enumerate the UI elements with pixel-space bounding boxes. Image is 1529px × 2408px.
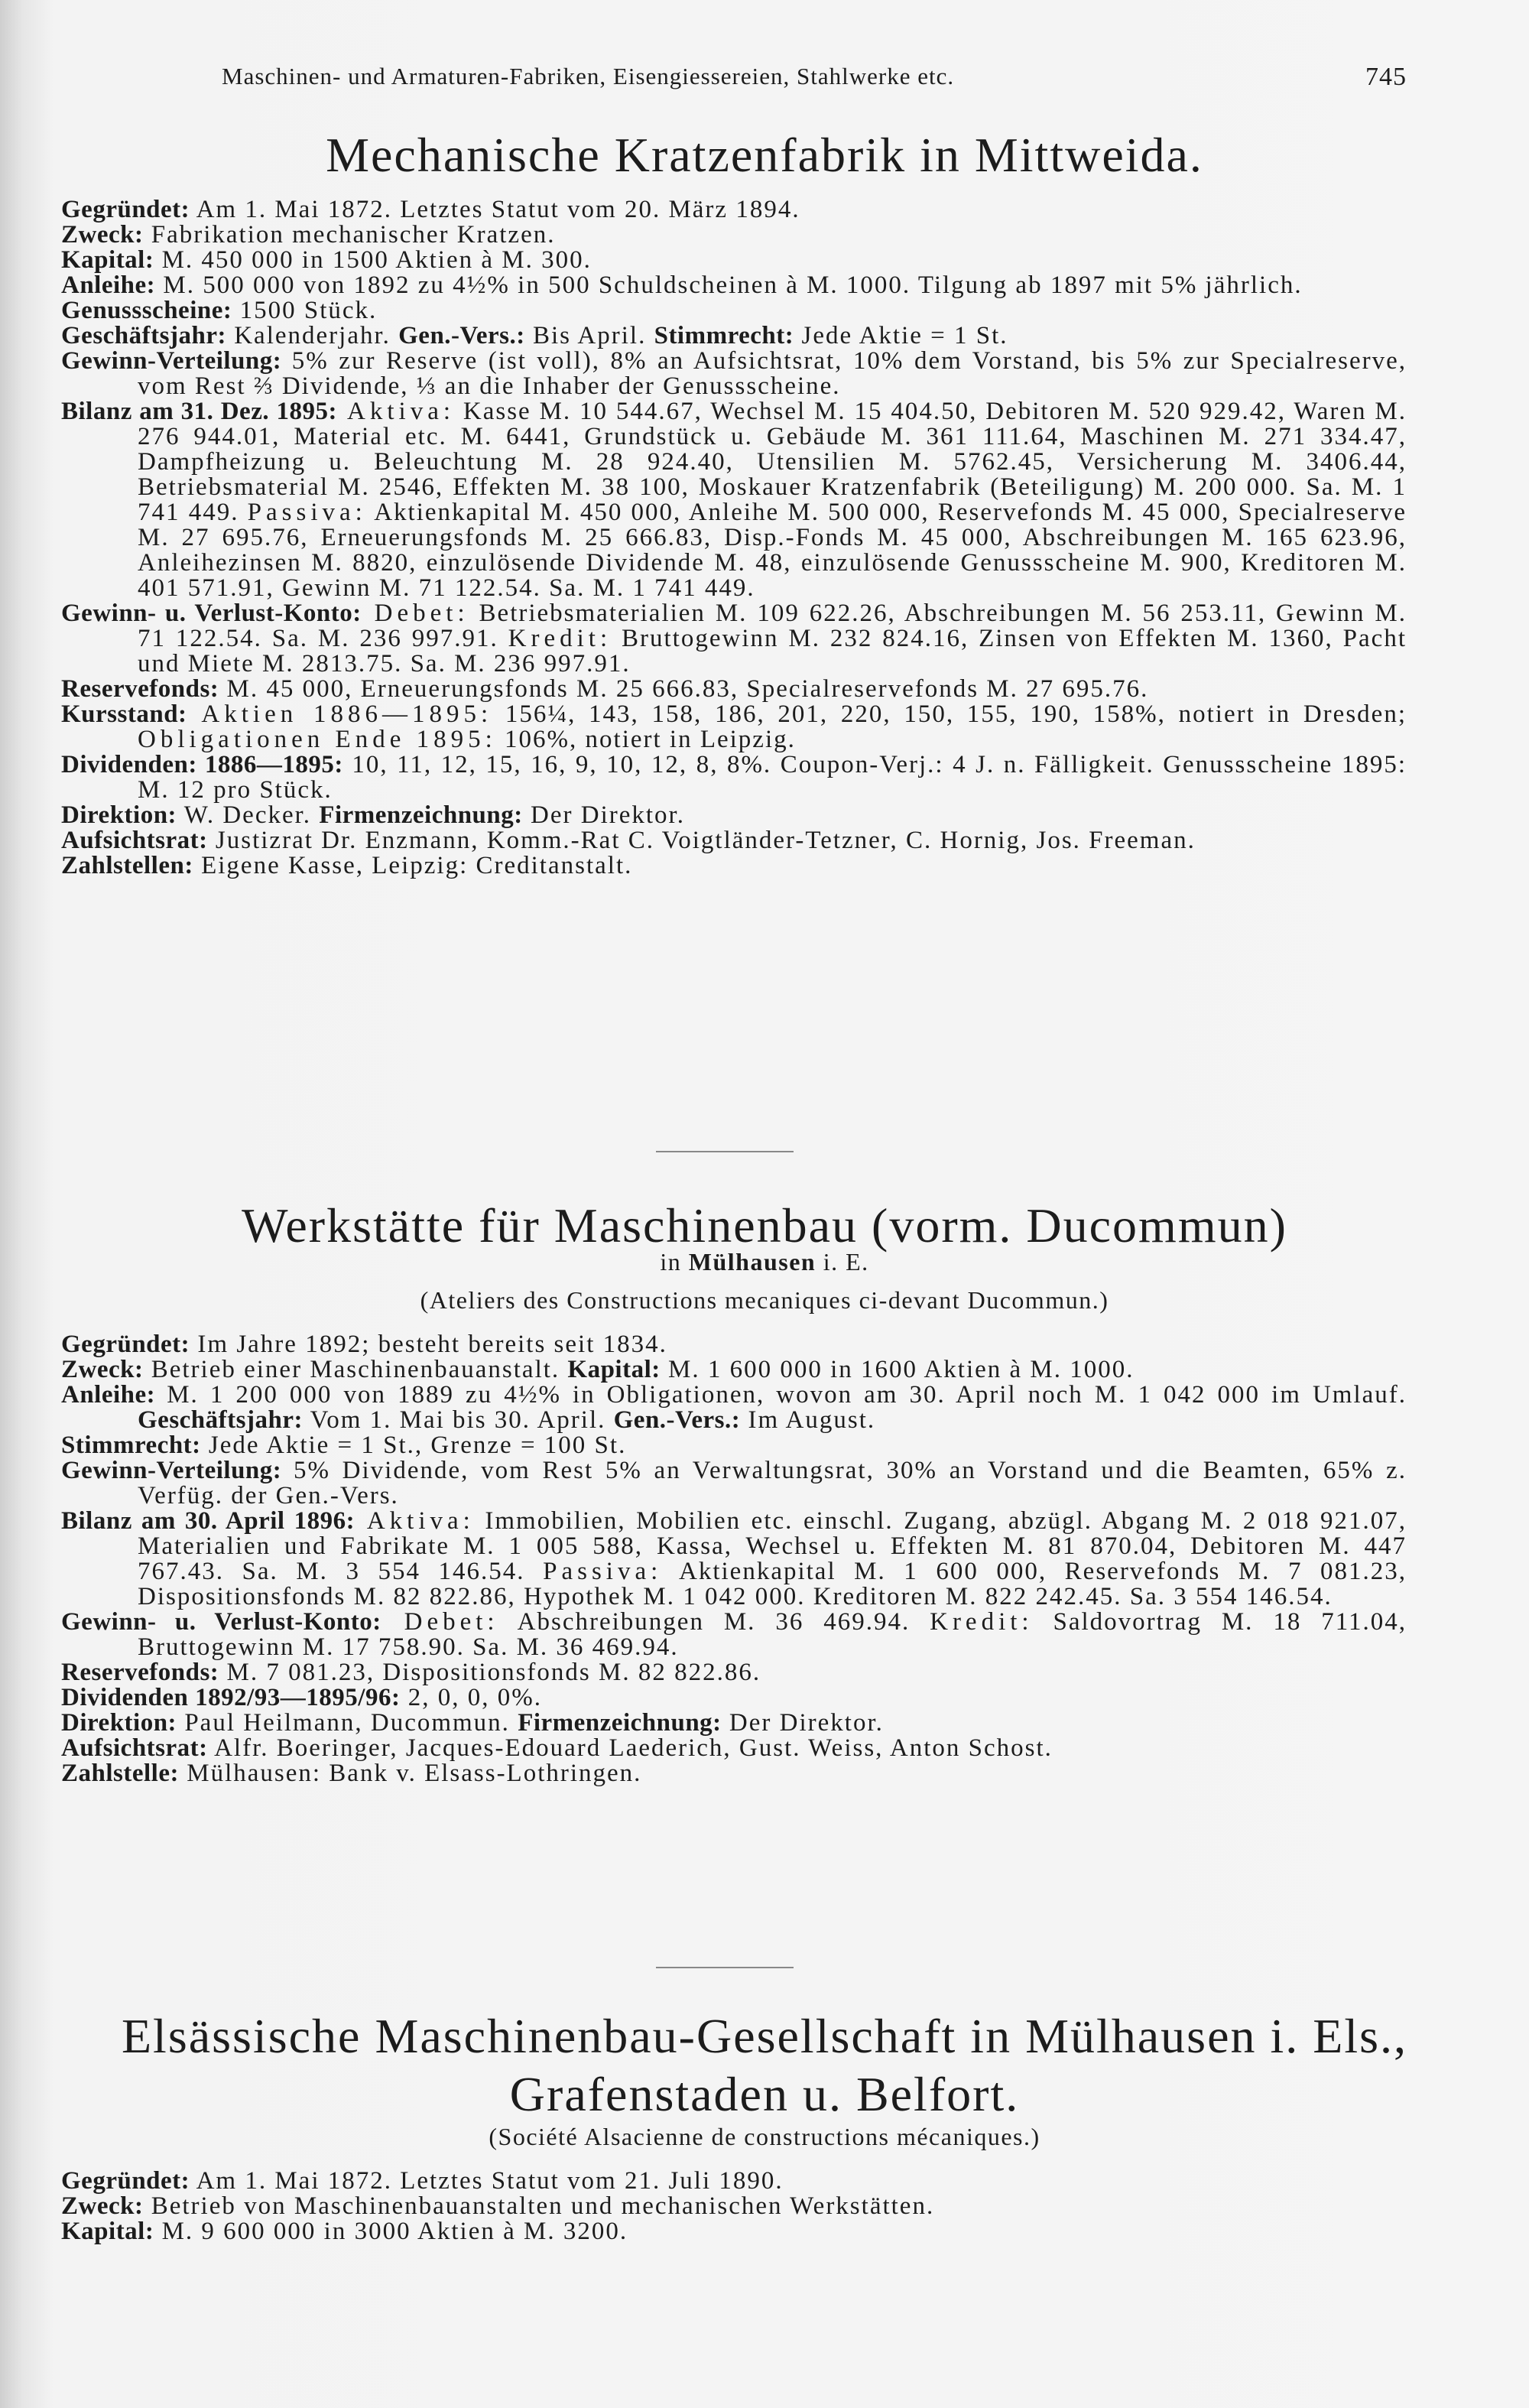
entry: [61, 601, 1407, 677]
entry-label: Gewinn- u. Verlust-Konto:: [61, 600, 362, 627]
entry-label: Dividenden 1892/93—1895/96:: [61, 1684, 401, 1711]
entry-label: Kapital:: [567, 1356, 661, 1383]
entry: [61, 677, 1407, 702]
entry-label: Zweck:: [61, 221, 144, 249]
entry-text: Kasse M. 10 544.67, Wechsel M. 15 404.50, Debitoren M. 520 929.42, Waren M. 276 944.01, Material etc. M. 6441, Grundstück u. Gebäude M. 361 111.64, Maschinen M. 271 334.47, Dampfheizung u. Beleuchtung M. 28 924.40, Utensilien M. 5762.45, Versicherung M. 3406.44, Betriebsmaterial M. 2546, Effekten M. 38 100, Moskauer Kratzenfabrik (Beteiligung) M. 200 000. Sa. M. 1 741 449.: [138, 398, 1407, 526]
entry-text: Mülhausen: Bank v. Elsass-Lothringen.: [178, 1760, 642, 1787]
entry-text: Fabrikation mechanischer Kratzen.: [143, 221, 556, 249]
entry-text: M. 1 600 000 in 1600 Aktien à M. 1000.: [660, 1356, 1135, 1383]
entry-text: Aktienkapital M. 1 600 000, Reservefonds M. 7 081.23, Dispositionsfonds M. 82 822.86, Hypothek M. 1 042 000. Kreditoren M. 822 242.45. Sa. 3 554 146.54.: [138, 1558, 1407, 1610]
entry: [61, 223, 1407, 248]
entry-label: Bilanz am 31. Dez. 1895:: [61, 398, 337, 425]
entry-label: Dividenden: 1886—1895:: [61, 751, 343, 778]
entry: [61, 273, 1407, 298]
entry-label: Zahlstelle:: [61, 1760, 179, 1787]
entry-text: Kalenderjahr.: [226, 322, 399, 349]
entry-spaced-label: Aktien 1886—1895:: [187, 700, 493, 728]
entry-text: M. 500 000 von 1892 zu 4½% in 500 Schuldscheinen à M. 1000. Tilgung ab 1897 mit 5% jährlich.: [155, 271, 1303, 299]
entry-text: 5% zur Reserve (ist voll), 8% an Aufsichtsrat, 10% dem Vorstand, bis 5% zur Specialreserve, vom Rest ⅔ Dividende, ⅓ an die Inhaber der Genussscheine.: [138, 347, 1407, 400]
entry-label: Kapital:: [61, 246, 154, 274]
entry: [61, 1332, 1407, 1357]
company-title-elsaessische-line-1: Elsässische Maschinenbau-Gesellschaft in Mülhausen i. Els.,: [121, 2009, 1408, 2063]
entry-text: 10, 11, 12, 15, 16, 9, 10, 12, 8, 8%. Coupon-Verj.: 4 J. n. Fälligkeit. Genussscheine 1895: M. 12 pro Stück.: [138, 751, 1407, 804]
entry-spaced-label: Kredit:: [508, 625, 612, 652]
entry-label: Geschäftsjahr:: [61, 322, 226, 349]
entry-text: Paul Heilmann, Ducommun.: [177, 1709, 518, 1737]
location-prefix: in: [660, 1248, 682, 1275]
company-note: (Ateliers des Constructions mecaniques ci-devant Ducommun.): [420, 1286, 1109, 1314]
entry-text: Saldovortrag M. 18 711.04, Bruttogewinn M. 17 758.90. Sa. M. 36 469.94.: [138, 1608, 1407, 1661]
entry: [61, 1660, 1407, 1685]
entry-text: Im Jahre 1892; besteht bereits seit 1834.: [190, 1331, 667, 1358]
entry-text: Aktienkapital M. 450 000, Anleihe M. 500 000, Reservefonds M. 45 000, Specialreserve M. 27 695.76, Erneuerungsfonds M. 25 666.83, Disp.-Fonds M. 45 000, Abschreibungen M. 165 623.96, Anleihezinsen M. 8820, einzulösende Dividende M. 48, einzulösende Genussscheine M. 900, Kreditoren M. 401 571.91, Gewinn M. 71 122.54. Sa. M. 1 741 449.: [138, 499, 1407, 602]
entry-text: 1500 Stück.: [232, 297, 378, 324]
entry-text: Alfr. Boeringer, Jacques-Edouard Laederich, Gust. Weiss, Anton Schost.: [207, 1734, 1053, 1762]
entry-text: Bis April.: [524, 322, 654, 349]
entry-label: Firmenzeichnung:: [319, 801, 523, 829]
entry-text: Jede Aktie = 1 St.: [794, 322, 1008, 349]
entry-text: 156¼, 143, 158, 186, 201, 220, 150, 155, 190, 158%, notiert in Dresden;: [492, 700, 1407, 728]
page-header: [222, 63, 1407, 93]
entry-label: Direktion:: [61, 1709, 177, 1737]
entry-spaced-label: Passiva:: [247, 499, 367, 526]
entry-text: 2, 0, 0, 0%.: [400, 1684, 542, 1711]
entry: [61, 1736, 1407, 1761]
entry-text: Abschreibungen M. 36 469.94.: [498, 1608, 930, 1636]
entries-section-1: [61, 1332, 1407, 1786]
entry-spaced-label: Obligationen Ende 1895:: [138, 726, 497, 753]
entry: [61, 349, 1407, 399]
entry-label: Gewinn-Verteilung:: [61, 347, 282, 375]
entries-section-0: [61, 197, 1407, 879]
entry-spaced-label: Debet:: [361, 600, 469, 627]
entry-label: Reservefonds:: [61, 675, 219, 703]
company-location: [0, 1248, 1529, 1276]
entry: [61, 1761, 1407, 1786]
entry-text: Der Direktor.: [721, 1709, 884, 1737]
company-title-elsaessische-line-2: Grafenstaden u. Belfort.: [509, 2067, 1020, 2121]
company-title-kratzenfabrik: Mechanische Kratzenfabrik in Mittweida.: [326, 128, 1203, 182]
entry-label: Gegründet:: [61, 1331, 190, 1358]
entry-text: M. 45 000, Erneuerungsfonds M. 25 666.83, Specialreservefonds M. 27 695.76.: [219, 675, 1149, 703]
entry-label: Gegründet:: [61, 196, 190, 223]
entry: [61, 197, 1407, 223]
entry-spaced-label: Debet:: [381, 1608, 499, 1636]
entry-text: Eigene Kasse, Leipzig: Creditanstalt.: [193, 852, 633, 879]
entry: [61, 803, 1407, 828]
entry-label: Kapital:: [61, 2218, 154, 2245]
entry-label: Stimmrecht:: [654, 322, 794, 349]
entry-label: Kursstand:: [61, 700, 187, 728]
entry-text: Immobilien, Mobilien etc. einschl. Zugang, abzügl. Abgang M. 2 018 921.07, Materialien und Fabrikate M. 1 005 588, Kassa, Wechsel u. Effekten M. 81 870.04, Debitoren M. 447 767.43. Sa. M. 3 554 146.54.: [138, 1507, 1407, 1585]
entry: [61, 399, 1407, 601]
entry-spaced-label: Passiva:: [543, 1558, 663, 1585]
location-suffix: i. E.: [823, 1248, 869, 1275]
entry-label: Zweck:: [61, 2192, 144, 2220]
entry-text: Vom 1. Mai bis 30. April.: [302, 1406, 614, 1434]
entry: [61, 1509, 1407, 1610]
entry-text: Betriebsmaterialien M. 109 622.26, Abschreibungen M. 56 253.11, Gewinn M. 71 122.54. Sa. M. 236 997.91.: [138, 600, 1407, 652]
page-number: 745: [1365, 63, 1407, 91]
entry: [61, 2219, 1407, 2244]
entry-text: Betrieb einer Maschinenbauanstalt.: [143, 1356, 568, 1383]
entry-label: Zahlstellen:: [61, 852, 193, 879]
entry-spaced-label: Kredit:: [930, 1608, 1034, 1636]
entry-label: Gen.-Vers.:: [613, 1406, 741, 1434]
location-city: Mülhausen: [688, 1248, 816, 1275]
section-divider: [656, 1151, 794, 1152]
entry: [61, 853, 1407, 879]
entry-label: Anleihe:: [61, 1381, 156, 1409]
entry: [61, 752, 1407, 803]
entry-label: Genussscheine:: [61, 297, 232, 324]
entry-text: Justizrat Dr. Enzmann, Komm.-Rat C. Voigtländer-Tetzner, C. Hornig, Jos. Freeman.: [207, 827, 1196, 854]
running-title: Maschinen- und Armaturen-Fabriken, Eisengiessereien, Stahlwerke etc.: [222, 63, 955, 89]
entry-text: M. 1 200 000 von 1889 zu 4½% in Obligationen, wovon am 30. April noch M. 1 042 000 im Umlauf.: [155, 1381, 1407, 1409]
entry-label: Gewinn- u. Verlust-Konto:: [61, 1608, 381, 1636]
entry: [61, 323, 1407, 349]
entry-label: Stimmrecht:: [61, 1431, 201, 1459]
entry-text: W. Decker.: [177, 801, 320, 829]
entry-label: Aufsichtsrat:: [61, 1734, 208, 1762]
entry-label: Anleihe:: [61, 271, 156, 299]
entry: [61, 2194, 1407, 2219]
entry: [61, 2169, 1407, 2194]
entry-label: Geschäftsjahr:: [138, 1406, 303, 1434]
entry: [61, 248, 1407, 273]
entry-label: Firmenzeichnung:: [518, 1709, 722, 1737]
entry-text: M. 7 081.23, Dispositionsfonds M. 82 822.86.: [219, 1659, 761, 1686]
entry-label: Gewinn-Verteilung:: [61, 1457, 282, 1484]
entry-text: Am 1. Mai 1872. Letztes Statut vom 20. März 1894.: [190, 196, 800, 223]
entry: [61, 1433, 1407, 1458]
entry: [61, 702, 1407, 752]
entry-text: Bruttogewinn M. 232 824.16, Zinsen von Effekten M. 1360, Pacht und Miete M. 2813.75. Sa. M. 236 997.91.: [138, 625, 1407, 678]
entry-label: Gen.-Vers.:: [398, 322, 525, 349]
entry-label: Gegründet:: [61, 2167, 190, 2195]
entry-text: M. 9 600 000 in 3000 Aktien à M. 3200.: [154, 2218, 628, 2245]
entry-spaced-label: Aktiva:: [355, 1507, 475, 1535]
entry-spaced-label: Aktiva:: [336, 398, 456, 425]
entry: [61, 298, 1407, 323]
entry: [61, 1357, 1407, 1383]
entry-text: M. 450 000 in 1500 Aktien à M. 300.: [154, 246, 592, 274]
entry-text: 5% Dividende, vom Rest 5% an Verwaltungsrat, 30% an Vorstand und die Beamten, 65% z. Verfüg. der Gen.-Vers.: [138, 1457, 1407, 1509]
entry: [61, 1383, 1407, 1433]
entry-label: Zweck:: [61, 1356, 144, 1383]
entry: [61, 1685, 1407, 1711]
entry: [61, 1610, 1407, 1660]
entry: [61, 1458, 1407, 1509]
entry-text: Im August.: [740, 1406, 876, 1434]
company-title-werkstaette: Werkstätte für Maschinenbau (vorm. Ducommun): [242, 1198, 1287, 1253]
entry-label: Aufsichtsrat:: [61, 827, 208, 854]
entry-text: Betrieb von Maschinenbauanstalten und mechanischen Werkstätten.: [143, 2192, 935, 2220]
entry-text: Jede Aktie = 1 St., Grenze = 100 St.: [200, 1431, 627, 1459]
entry: [61, 1711, 1407, 1736]
entry-label: Bilanz am 30. April 1896:: [61, 1507, 355, 1535]
entry-text: 106%, notiert in Leipzig.: [496, 726, 796, 753]
entry-text: Der Direktor.: [522, 801, 685, 829]
section-divider: [656, 1967, 794, 1968]
entry-text: Am 1. Mai 1872. Letztes Statut vom 21. Juli 1890.: [190, 2167, 784, 2195]
entry-label: Reservefonds:: [61, 1659, 219, 1686]
entry-label: Direktion:: [61, 801, 177, 829]
entries-section-2: [61, 2169, 1407, 2244]
entry: [61, 828, 1407, 853]
company-note: (Société Alsacienne de constructions mécaniques.): [489, 2123, 1040, 2150]
